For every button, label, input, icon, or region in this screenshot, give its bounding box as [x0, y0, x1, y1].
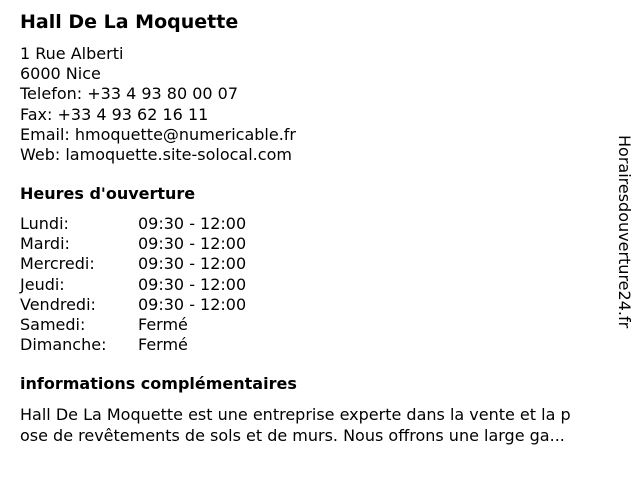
day-label: Jeudi: — [20, 274, 65, 294]
address-line-2: 6000 Nice — [20, 64, 101, 84]
day-label: Samedi: — [20, 314, 86, 334]
additional-info-heading: informations complémentaires — [20, 374, 297, 393]
fax-number: Fax: +33 4 93 62 16 11 — [20, 104, 209, 124]
contact-block — [20, 44, 296, 165]
time-value: 09:30 - 12:00 — [138, 234, 247, 254]
hours-row-sunday — [20, 335, 320, 355]
time-value: 09:30 - 12:00 — [138, 214, 247, 233]
hours-row-tuesday — [20, 234, 320, 254]
email-address: Email: hmoquette@numericable.fr — [20, 124, 296, 144]
description-line-1: Hall De La Moquette est une entreprise experte dans la vente et la p — [20, 405, 571, 424]
hours-row-thursday — [20, 275, 320, 295]
hours-row-saturday — [20, 315, 320, 335]
day-label: Mardi: — [20, 234, 70, 254]
hours-row-monday — [20, 214, 320, 234]
day-label: Lundi: — [20, 214, 69, 233]
business-description — [20, 404, 620, 446]
hours-row-wednesday — [20, 254, 320, 274]
time-value: Fermé — [138, 335, 188, 355]
description-line-2: ose de revêtements de sols et de murs. Nous offrons une large ga... — [20, 426, 565, 445]
day-label: Dimanche: — [20, 335, 107, 355]
address-line-1: 1 Rue Alberti — [20, 44, 124, 63]
hours-row-friday — [20, 295, 320, 315]
website-address: Web: lamoquette.site-solocal.com — [20, 145, 292, 165]
site-watermark: Horairesdouverture24.fr — [615, 135, 634, 329]
day-label: Vendredi: — [20, 294, 96, 314]
time-value: 09:30 - 12:00 — [138, 254, 247, 274]
business-name: Hall De La Moquette — [20, 11, 239, 33]
day-label: Mercredi: — [20, 254, 95, 274]
opening-hours-table — [20, 214, 320, 355]
phone-number: Telefon: +33 4 93 80 00 07 — [20, 84, 239, 104]
time-value: 09:30 - 12:00 — [138, 274, 247, 294]
time-value: Fermé — [138, 314, 188, 334]
time-value: 09:30 - 12:00 — [138, 294, 247, 314]
opening-hours-heading: Heures d'ouverture — [20, 184, 196, 203]
